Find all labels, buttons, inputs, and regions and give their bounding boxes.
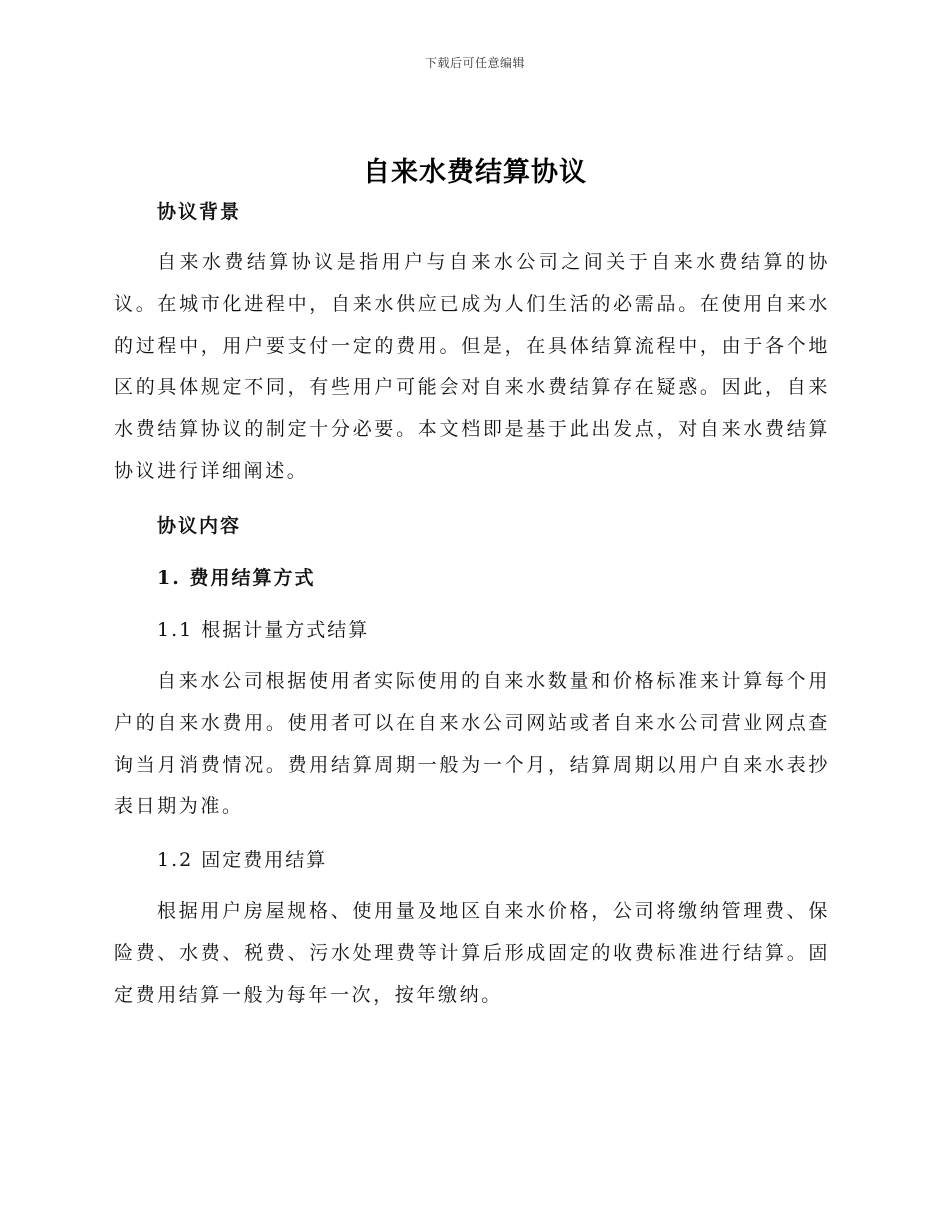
section-heading-background: 协议背景 <box>157 201 242 223</box>
subheading-metered-settlement: 1.1 根据计量方式结算 <box>157 619 370 641</box>
metered-settlement-paragraph: 自来水公司根据使用者实际使用的自来水数量和价格标准来计算每个用户的自来水费用。使用者可以在自来水公司网站或者自来水公司营业网点查询当月消费情况。费用结算周期一般为一个月，结算周期以用户自来水表抄表日期为准。 <box>114 670 830 818</box>
section-heading-content: 协议内容 <box>157 515 242 537</box>
subheading-fixed-settlement: 1.2 固定费用结算 <box>157 849 328 871</box>
item-heading-fee-settlement: 1. 费用结算方式 <box>157 567 316 589</box>
background-paragraph: 自来水费结算协议是指用户与自来水公司之间关于自来水费结算的协议。在城市化进程中，自来水供应已成为人们生活的必需品。在使用自来水的过程中，用户要支付一定的费用。但是，在具体结算流程中，由于各个地区的具体规定不同，有些用户可能会对自来水费结算存在疑惑。因此，自来水费结算协议的制定十分必要。本文档即是基于此出发点，对自来水费结算协议进行详细阐述。 <box>114 251 830 482</box>
header-note: 下载后可任意编辑 <box>424 56 525 70</box>
document-title: 自来水费结算协议 <box>363 157 587 188</box>
fixed-settlement-paragraph: 根据用户房屋规格、使用量及地区自来水价格，公司将缴纳管理费、保险费、水费、税费、污水处理费等计算后形成固定的收费标准进行结算。固定费用结算一般为每年一次，按年缴纳。 <box>114 900 830 1006</box>
